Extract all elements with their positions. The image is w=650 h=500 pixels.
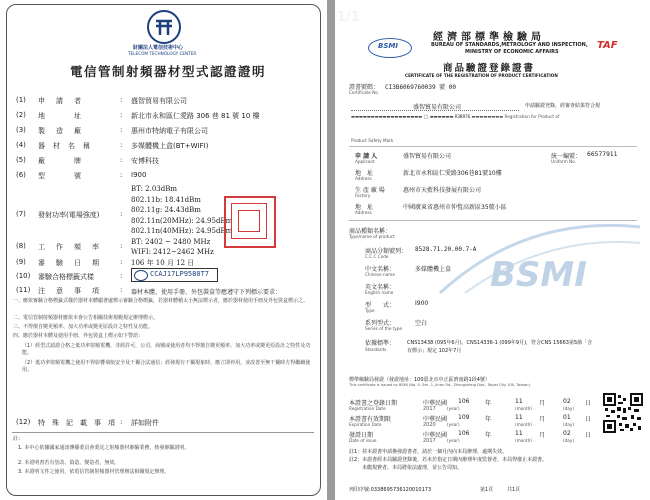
page-total: 共1頁 [507, 487, 521, 493]
ccc-label: 商品分類號列： [365, 248, 408, 255]
year-unit-en: (year) [447, 406, 460, 411]
freq-number: (8) [16, 242, 26, 250]
field-number: (1) [16, 96, 26, 104]
applicant-label: 申 請 人 [355, 153, 378, 160]
note-1: 一、應依審驗合格標籤式樣於器材本體顯著處標示審驗合格標籤，若器材體積太小無法標示者，應於器材使用手冊及外包裝盒標示之。 [13, 298, 309, 304]
freq-value: BT: 2402 ~ 2480 MHz [131, 238, 211, 246]
date-roc-year: 109 [458, 414, 470, 421]
bsmi-certificate-page [335, 0, 650, 500]
field-label: 型 號 [38, 172, 83, 180]
footnote-2: 註2：本證書經本局驗證登錄後，若未於指定日期內辦理年度監督者，本局得廢止本證書。 [349, 457, 548, 463]
remark-number: (12) [16, 418, 31, 426]
day-unit: 日 [585, 416, 592, 423]
year-unit: 年 [485, 416, 492, 423]
date-era: 中華民國 [423, 416, 448, 423]
date-roc-year: 106 [458, 430, 470, 437]
power-value: 802.11n(40MHz): 24.95dBm [131, 227, 233, 235]
bsmi-logo-text: BSMI [378, 42, 398, 50]
field-value: I900 [131, 171, 147, 179]
date-value: 106 年 10 月 12 日 [131, 259, 195, 267]
field-row-address: (2) 地 址 : 新北市永和區仁愛路 306 巷 81 號 10 樓 [16, 111, 260, 120]
day-unit-en: (day) [563, 438, 574, 443]
series-en: Series of the type [365, 326, 403, 331]
ncc-certificate-page: 財團法人電信技術中心 TELECOM TECHNOLOGY CENTER 電信管制射頻器材型式認證證明 (1) 申 請 者 : 盛智貿易有限公司 (2) 地 址 : 新北市永和區仁愛路 306 巷 81 號 10 樓 (3) 製 造 廠 : 惠州市特納電子有限公司 (4) 器 材 名 稱 : 多媒體機上盒(BT+WIFI) (5) 廠 牌 : 安博科技 (6) 型 號 : I900 (7) 發射功率(電場強度) : BT: 2.03dBm 802.11b: 18.41dBm 802.11g: 24.43dBm 802.11n(20MHz): 24.95dBm 802.11n(40MHz): 24.95dBm (8) 工 作 頻 率 : BT: 2402 ~ 2480 MHz WIFI: 2412~2462 MHz (9) 審 驗 日 期 : 106 年 10 月 12 日 (10) 審驗合格標籤式樣 : CCAJ17LP9580T7 (11) 注 意 事 項 : 器材本體、使用手冊、外包裝盒等應遵守下列標示要求： 一、應依審驗合格標籤式樣於器材本體顯著處標示審驗合格標籤，若器材體積太小無法標示者，應於器材使用手冊及外包裝盒標示之。 二、電信管制射頻器材應依本會公告相關技術規範規定辦理標示。 三、不得擅自變更頻率、加大功率或變更原設計之特性及功能。 四、應於器材本體及使用手冊、外包裝盒上標示如下警語： （1）經型式認證合格之低功率射頻電機，非經許可，公司、商號或使用者均不得擅自變更頻率、加大功率或變更原設計之特性及功能。 （2）低功率射頻電機之使用不得影響飛航安全及干擾合法通信；經發現有干擾現象時，應立即停用，並改善至無干擾時方得繼續使用。 (12) 特 殊 記 載 事 項 : 詳如附件 註： 1. 本中心依據國家通訊傳播委員會委託之射頻器材審驗業務，核發審驗證明。 2. 本證明書若有塗改、偽造、變造者，無效。 3. 本證明文件之使用，依電信管制射頻器材管理辦法相關規定辦理。 [0, 0, 327, 500]
month-unit-en: (month) [515, 406, 532, 411]
divider-line [12, 432, 314, 433]
address-label: 地 址 [355, 170, 374, 177]
office-label: 標準檢驗局發證（發證地址：100臺北市中正區濟南路1段4號） [349, 377, 490, 383]
bsmi-watermark: BSMI [490, 255, 587, 295]
standards-label: 依據標準： [365, 340, 396, 347]
note-6: （2）低功率射頻電機之使用不得影響飛航安全及干擾合法通信；經發現有干擾現象時，應立即停用，並改善至無干擾時方得繼續使用。 [22, 360, 311, 373]
date-day: 02 [563, 430, 571, 437]
year-unit-en: (year) [447, 422, 460, 427]
taf-logo-icon [597, 40, 627, 60]
power-value: 802.11n(20MHz): 24.95dBm [131, 216, 233, 225]
field-label: 器 材 名 稱 [38, 142, 91, 150]
english-name-en: English name [365, 290, 394, 295]
product-safety-mark: Product Safety Mark [351, 138, 394, 143]
applicant-en: Applicant [355, 159, 375, 164]
date-label: 審 驗 日 期 [38, 259, 101, 267]
factory-value: 惠州市天藍科技發展有限公司 [403, 187, 482, 194]
page-counter: 1/1 [337, 10, 360, 25]
date-month: 11 [515, 398, 523, 405]
series-label: 系列型式： [365, 320, 396, 327]
date-ce-year: 2017 [423, 438, 436, 444]
taf-logo-text: TAF [597, 40, 618, 51]
factory-label: 生 產 廠 場 [355, 187, 385, 194]
org-name-en: TELECOM TECHNOLOGY CENTER [128, 51, 197, 56]
field-number: (3) [16, 126, 26, 134]
date-ce-year: 2017 [423, 406, 436, 412]
cert-no-label: 證書號碼： [349, 84, 380, 91]
ministry-name: 經濟部標準檢驗局 [433, 32, 545, 43]
official-seal [224, 196, 276, 248]
date-number: (9) [16, 258, 26, 266]
model-label: 型 式： [365, 302, 396, 309]
print-serial: 列印序號:0338695736120010173 [349, 487, 432, 493]
month-unit-en: (month) [515, 422, 532, 427]
date-roc-year: 106 [458, 398, 470, 405]
cert-title: 商品驗證登錄證書 [443, 63, 536, 74]
remark-label: 特 殊 記 載 事 項 [38, 419, 115, 427]
product-type-en: Type/name of product [349, 234, 395, 239]
power-label: 發射功率(電場強度) [38, 211, 100, 219]
date-day: 01 [563, 414, 571, 421]
note-3: 三、不得擅自變更頻率、加大功率或變更原設計之特性及功能。 [13, 324, 154, 330]
qr-code-icon [603, 393, 643, 433]
date-day: 02 [563, 398, 571, 405]
ccc-en: C.C.C Code [365, 254, 389, 259]
cert-label-number: (10) [16, 272, 31, 280]
uniform-en: Uniform No. [551, 159, 576, 164]
date-era: 中華民國 [423, 432, 448, 439]
standards-value: CNS13438 (095年6月)、CNS14336-1 (099年9月)，符合CNS 15663第5節「含 [407, 340, 593, 346]
month-unit: 月 [539, 400, 546, 407]
ttc-logo-icon [147, 10, 181, 44]
date-label: 發證日期 [349, 432, 374, 439]
page-number: 第1頁 [480, 487, 494, 493]
freq-values [131, 238, 214, 257]
month-unit-en: (month) [515, 438, 532, 443]
bsmi-logo-icon [368, 38, 412, 58]
month-unit: 月 [539, 416, 546, 423]
date-en: Expiration Date [349, 422, 382, 427]
cert-no-en: Certificate No. [349, 90, 380, 95]
field-value: 安博科技 [131, 157, 159, 165]
address-en: Address [355, 176, 372, 181]
field-number: (4) [16, 141, 26, 149]
chinese-name-label: 中文名稱： [365, 266, 396, 273]
company-name: 盛智貿易有限公司 [413, 104, 462, 111]
power-values [131, 184, 232, 237]
conditions-label: 注 意 事 項 [38, 287, 101, 295]
bottom-note-title: 註： [13, 436, 24, 442]
field-number: (2) [16, 111, 26, 119]
chinese-name-value: 多媒體機上盒 [415, 266, 452, 273]
field-row-model: (6) 型 號 : I900 [16, 171, 147, 180]
office-en: This certificate is issued by BSMI (No. 4, Sec. 1, Jinan Rd., Zhongzheng Dist., Taipei City 100, Taiwan) [349, 383, 530, 387]
conditions-number: (11) [16, 286, 31, 294]
day-unit-en: (day) [563, 406, 574, 411]
ccc-value: 8528.71.20.00.7-A [415, 246, 477, 253]
footnote-3: 未繳規費者，本局將依法處理，並公告周知。 [362, 465, 463, 471]
field-label: 廠 牌 [38, 157, 83, 165]
date-en: Date of issue [349, 438, 377, 443]
field-row-manufacturer: (3) 製 造 廠 : 惠州市特納電子有限公司 [16, 126, 208, 135]
cert-label-label: 審驗合格標籤式樣 [38, 273, 94, 281]
uniform-value: 66577911 [587, 151, 618, 158]
factory-address-value: 中國廣東省惠州市仲愷高新區35號小區 [403, 204, 507, 211]
date-month: 11 [515, 414, 523, 421]
year-unit: 年 [485, 432, 492, 439]
year-unit-en: (year) [447, 438, 460, 443]
factory-address-label: 地 址 [355, 204, 374, 211]
power-value: 802.11g: 24.43dBm [131, 206, 201, 214]
date-ce-year: 2020 [423, 422, 436, 428]
note-5: （1）經型式認證合格之低功率射頻電機，非經許可，公司、商號或使用者均不得擅自變更頻率、加大功率或變更原設計之特性及功能。 [22, 343, 311, 356]
bottom-note-3: 3. 本證明文件之使用，依電信管制射頻器材管理辦法相關規定辦理。 [18, 469, 170, 475]
date-month: 11 [515, 430, 523, 437]
chinese-name-en: Chinese name [365, 272, 395, 277]
english-name-label: 英文名稱： [365, 284, 396, 291]
field-value: 盛智貿易有限公司 [131, 97, 187, 105]
freq-label: 工 作 頻 率 [38, 243, 101, 251]
ministry-name-en-2: MINISTRY OF ECONOMIC AFFAIRS [465, 49, 559, 55]
field-label: 地 址 [38, 112, 83, 120]
date-label: 本證書有效期限 [349, 416, 392, 423]
field-value: 新北市永和區仁愛路 306 巷 81 號 10 樓 [131, 112, 260, 120]
applicant-value: 盛智貿易有限公司 [403, 153, 452, 160]
uniform-label: 統一編號： [551, 153, 582, 160]
product-type-label: 商品種類名稱： [349, 228, 392, 235]
note-4: 四、應於器材本體及使用手冊、外包裝盒上標示如下警語： [13, 333, 144, 339]
remark-value: 詳如附件 [131, 419, 159, 427]
bottom-note-1: 1. 本中心依據國家通訊傳播委員會委託之射頻器材審驗業務，核發審驗證明。 [18, 445, 190, 451]
ncc-mark-icon [134, 270, 148, 281]
footnote-1: 註1：持本證書申請換發證書者，請於一個月內向本局辦理，逾期失效。 [349, 449, 508, 455]
field-number: (6) [16, 171, 26, 179]
factory-en: Factory [355, 193, 371, 198]
approval-label: Registration for Product of [504, 114, 560, 119]
conditions-value: 器材本體、使用手冊、外包裝盒等應遵守下列標示要求： [131, 289, 282, 296]
note-2: 二、電信管制射頻器材應依本會公告相關技術規範規定辦理標示。 [13, 315, 159, 321]
standards-value-2: 有標示」規定 102年7月 [407, 348, 462, 354]
registered-no: R3B976 [455, 114, 471, 119]
org-name: 財團法人電信技術中心 [133, 45, 184, 51]
field-number: (5) [16, 156, 26, 164]
field-label: 製 造 廠 [38, 127, 83, 135]
field-value: 惠州市特納電子有限公司 [131, 127, 208, 135]
field-label: 申 請 者 [38, 97, 83, 105]
certificate-title: 電信管制射頻器材型式認證證明 [70, 64, 267, 79]
model-en: Type [365, 308, 375, 313]
address-value: 新北市永和區仁愛路306巷81號10樓 [403, 170, 502, 177]
power-value: 802.11b: 18.41dBm [131, 195, 201, 204]
series-value: 空白 [415, 320, 428, 327]
power-number: (7) [16, 210, 26, 218]
date-label: 本證書之登錄日期 [349, 400, 398, 407]
viewer-divider [327, 0, 335, 500]
standards-en: Standards [365, 347, 387, 352]
cert-code: CCAJ17LP9580T7 [150, 270, 210, 278]
day-unit-en: (day) [563, 422, 574, 427]
cert-title-en: CERTIFICATE OF THE REGISTRATION OF PRODUCT CERTIFICATION [405, 73, 558, 78]
field-row-brand: (5) 廠 牌 : 安博科技 [16, 156, 159, 165]
year-unit: 年 [485, 400, 492, 407]
approval-text: ▬▬▬▬▬▬▬▬▬▬▬▬▬▬▬▬▬▬ ◯ ▬▬▬▬▬▬ R3B976 ▬▬▬▬▬▬▬▬ Registration for Product of [351, 114, 560, 119]
day-unit: 日 [585, 400, 592, 407]
power-value: BT: 2.03dBm [131, 185, 177, 193]
model-value: I900 [415, 300, 429, 307]
apply-label: 申請驗證登錄，經審查結果符合規 [525, 103, 601, 109]
freq-value: WIFI: 2412~2462 MHz [131, 247, 214, 256]
field-row-device-name: (4) 器 材 名 稱 : 多媒體機上盒(BT+WIFI) [16, 141, 209, 150]
field-value: 多媒體機上盒(BT+WIFI) [131, 142, 209, 150]
date-en: Registration Date [349, 406, 386, 411]
ministry-name-en-1: BUREAU OF STANDARDS,METROLOGY AND INSPECTION, [431, 42, 588, 48]
day-unit: 日 [585, 432, 592, 439]
bottom-note-2: 2. 本證明書若有塗改、偽造、變造者，無效。 [18, 460, 120, 466]
cert-no: CI3B6069760039 號 00 [385, 84, 457, 91]
month-unit: 月 [539, 432, 546, 439]
factory-address-en: Address [355, 210, 372, 215]
field-row-applicant: (1) 申 請 者 : 盛智貿易有限公司 [16, 96, 187, 105]
date-era: 中華民國 [423, 400, 448, 407]
cert-mark-box [131, 268, 218, 282]
